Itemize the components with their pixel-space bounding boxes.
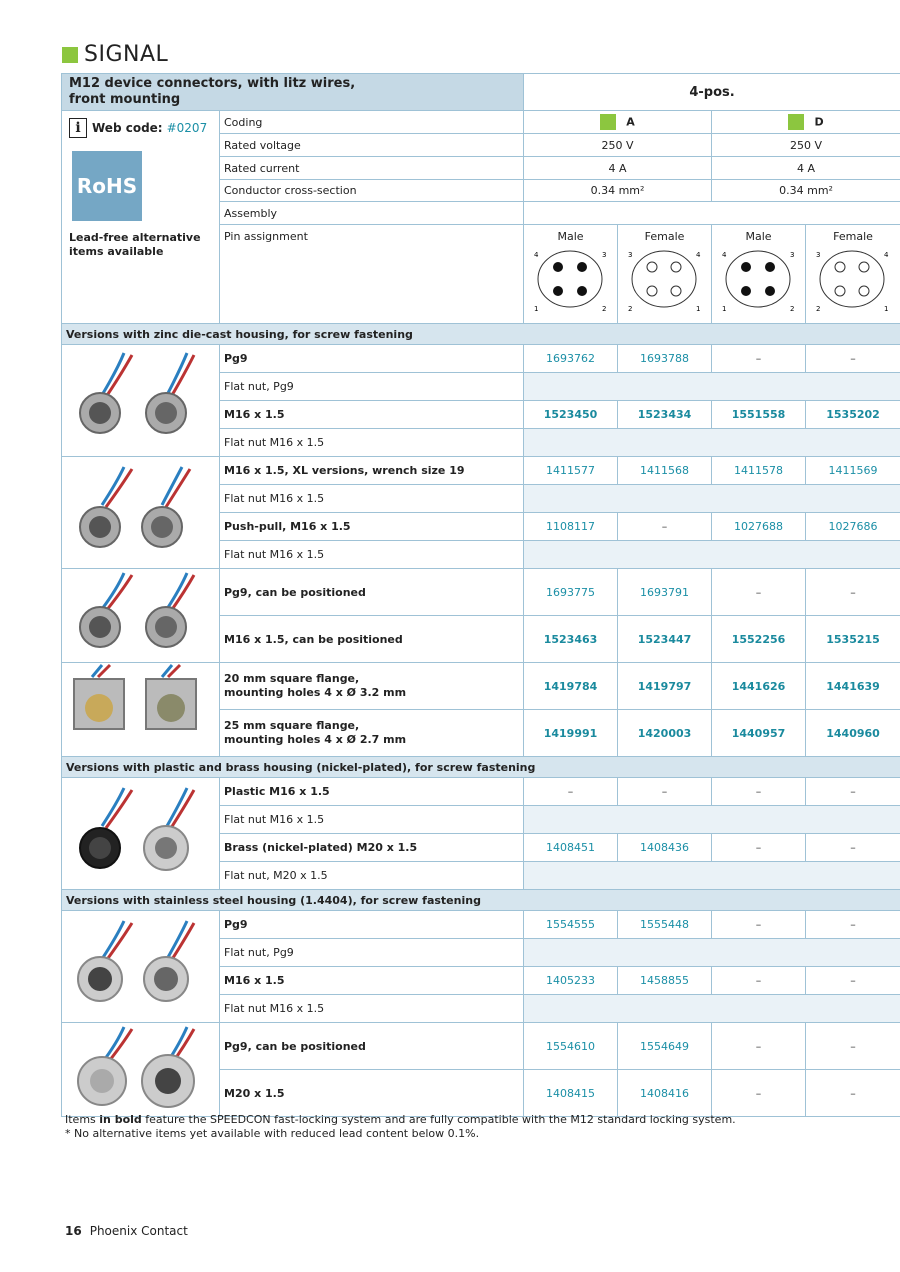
page-number: 16 <box>65 1224 82 1238</box>
order-number[interactable]: 1441639 <box>806 663 900 710</box>
order-number[interactable]: 1408416 <box>618 1070 712 1117</box>
order-number[interactable]: 1408451 <box>524 834 618 862</box>
order-number[interactable]: 1027688 <box>712 513 806 541</box>
order-number: – <box>806 569 900 616</box>
variant-label: 25 mm square flange, mounting holes 4 x Ø 2.7 mm <box>220 710 524 757</box>
spec-label: Pin assignment <box>220 225 524 324</box>
empty-cell <box>524 939 900 967</box>
variant-label: Flat nut, M20 x 1.5 <box>220 862 524 890</box>
variant-label: Flat nut M16 x 1.5 <box>220 429 524 457</box>
product-image <box>62 345 220 457</box>
variant-label: M16 x 1.5, can be positioned <box>220 616 524 663</box>
product-image <box>62 663 220 757</box>
pin-diagram-icon <box>712 243 804 315</box>
order-number[interactable]: 1027686 <box>806 513 900 541</box>
order-number[interactable]: 1411568 <box>618 457 712 485</box>
order-number[interactable]: 1458855 <box>618 967 712 995</box>
variant-label: Brass (nickel-plated) M20 x 1.5 <box>220 834 524 862</box>
svg-text:3: 3 <box>790 251 795 259</box>
variant-label: Flat nut M16 x 1.5 <box>220 806 524 834</box>
variant-label: Flat nut M16 x 1.5 <box>220 995 524 1023</box>
order-number: – <box>712 834 806 862</box>
spec-label: Rated current <box>220 157 524 180</box>
variant-label: Pg9 <box>220 345 524 373</box>
svg-text:1: 1 <box>722 305 727 313</box>
order-number[interactable]: 1693791 <box>618 569 712 616</box>
empty-cell <box>524 862 900 890</box>
order-number[interactable]: 1523450 <box>524 401 618 429</box>
product-table <box>61 73 900 1117</box>
order-number[interactable]: 1419784 <box>524 663 618 710</box>
connector-image-icon <box>62 569 220 659</box>
lead-free-note: Lead-free alternative items available <box>69 231 201 258</box>
order-number: – <box>806 1070 900 1117</box>
order-number[interactable]: 1523434 <box>618 401 712 429</box>
pin-diagram-icon <box>524 243 616 315</box>
svg-text:4: 4 <box>722 251 727 259</box>
product-image <box>62 569 220 663</box>
variant-label: Flat nut, Pg9 <box>220 939 524 967</box>
spec-label: Rated voltage <box>220 134 524 157</box>
spec-value: 250 V <box>712 134 900 157</box>
order-number: – <box>712 345 806 373</box>
svg-text:4: 4 <box>534 251 539 259</box>
product-image <box>62 911 220 1023</box>
positions-header: 4-pos. <box>524 74 900 111</box>
pin-female-d: Female 3 4 2 1 <box>806 225 900 324</box>
connector-image-icon <box>62 778 220 886</box>
order-number[interactable]: 1535202 <box>806 401 900 429</box>
order-number: – <box>524 778 618 806</box>
section-band: Versions with plastic and brass housing (nickel-plated), for screw fastening <box>62 757 900 778</box>
pin-diagram-icon <box>806 243 898 315</box>
connector-image-icon <box>62 911 220 1019</box>
variant-label: M16 x 1.5, XL versions, wrench size 19 <box>220 457 524 485</box>
order-number[interactable]: 1554649 <box>618 1023 712 1070</box>
variant-label: Push-pull, M16 x 1.5 <box>220 513 524 541</box>
order-number: – <box>712 778 806 806</box>
order-number[interactable]: 1554610 <box>524 1023 618 1070</box>
connector-image-icon <box>62 457 220 565</box>
order-number[interactable]: 1108117 <box>524 513 618 541</box>
order-number: – <box>806 834 900 862</box>
variant-label: Flat nut, Pg9 <box>220 373 524 401</box>
order-number: – <box>712 569 806 616</box>
section-band: Versions with zinc die-cast housing, for screw fastening <box>62 324 900 345</box>
pin-female-a: Female 3 4 2 1 <box>618 225 712 324</box>
order-number[interactable]: 1551558 <box>712 401 806 429</box>
order-number[interactable]: 1523447 <box>618 616 712 663</box>
empty-cell <box>524 541 900 569</box>
svg-text:2: 2 <box>602 305 607 313</box>
order-number[interactable]: 1420003 <box>618 710 712 757</box>
order-number[interactable]: 1411569 <box>806 457 900 485</box>
info-panel: i Web code: #0207 RoHS Lead-free alternative items available <box>62 111 220 324</box>
empty-cell <box>524 806 900 834</box>
order-number: – <box>712 911 806 939</box>
empty-cell <box>524 429 900 457</box>
spec-value: 0.34 mm² <box>712 180 900 202</box>
order-number[interactable]: 1408415 <box>524 1070 618 1117</box>
empty-cell <box>524 485 900 513</box>
variant-label: Pg9, can be positioned <box>220 569 524 616</box>
pin-diagram-icon <box>618 243 710 315</box>
order-number: – <box>806 967 900 995</box>
variant-label: Plastic M16 x 1.5 <box>220 778 524 806</box>
variant-label: Flat nut M16 x 1.5 <box>220 541 524 569</box>
order-number: – <box>806 1023 900 1070</box>
svg-text:4: 4 <box>696 251 701 259</box>
pin-male-d: Male 4 3 1 2 <box>712 225 806 324</box>
web-code-link[interactable]: #0207 <box>166 121 208 135</box>
variant-label: Pg9, can be positioned <box>220 1023 524 1070</box>
order-number[interactable]: 1405233 <box>524 967 618 995</box>
order-number[interactable]: 1408436 <box>618 834 712 862</box>
product-image <box>62 778 220 890</box>
svg-text:1: 1 <box>696 305 701 313</box>
section-title: SIGNAL <box>62 42 168 67</box>
order-number[interactable]: 1552256 <box>712 616 806 663</box>
order-number[interactable]: 1693762 <box>524 345 618 373</box>
product-image <box>62 457 220 569</box>
order-number[interactable]: 1554555 <box>524 911 618 939</box>
order-number[interactable]: 1693775 <box>524 569 618 616</box>
spec-value: 4 A <box>712 157 900 180</box>
publisher: Phoenix Contact <box>89 1224 188 1238</box>
info-icon: i <box>69 118 87 138</box>
spec-value: 250 V <box>524 134 712 157</box>
assembly-value <box>524 202 900 225</box>
pin-male-a: Male 4 3 1 2 <box>524 225 618 324</box>
section-marker-icon <box>62 47 78 63</box>
svg-text:2: 2 <box>790 305 795 313</box>
svg-text:3: 3 <box>602 251 607 259</box>
order-number: – <box>618 778 712 806</box>
variant-label: 20 mm square flange, mounting holes 4 x Ø 3.2 mm <box>220 663 524 710</box>
variant-label: M16 x 1.5 <box>220 967 524 995</box>
footnote: Items in bold feature the SPEEDCON fast-locking system and are fully compatible with the M12 standard locking system. * No alternative items yet available with reduced lead content below 0.1%. <box>65 1113 736 1140</box>
spec-value: 0.34 mm² <box>524 180 712 202</box>
svg-text:2: 2 <box>628 305 633 313</box>
order-number[interactable]: 1419991 <box>524 710 618 757</box>
variant-label: Flat nut M16 x 1.5 <box>220 485 524 513</box>
coding-marker-icon <box>600 114 616 130</box>
variant-label: M16 x 1.5 <box>220 401 524 429</box>
order-number[interactable]: 1411578 <box>712 457 806 485</box>
svg-text:3: 3 <box>628 251 633 259</box>
order-number[interactable]: 1693788 <box>618 345 712 373</box>
coding-a: A <box>524 111 712 134</box>
svg-text:1: 1 <box>884 305 889 313</box>
connector-image-icon <box>62 345 220 453</box>
connector-image-icon <box>62 1023 220 1113</box>
rohs-logo: RoHS <box>72 151 142 221</box>
product-image <box>62 1023 220 1117</box>
coding-d: D <box>712 111 900 134</box>
variant-label: Pg9 <box>220 911 524 939</box>
order-number[interactable]: 1440957 <box>712 710 806 757</box>
order-number[interactable]: 1411577 <box>524 457 618 485</box>
order-number: – <box>618 513 712 541</box>
empty-cell <box>524 995 900 1023</box>
variant-label: M20 x 1.5 <box>220 1070 524 1117</box>
svg-text:4: 4 <box>884 251 889 259</box>
spec-label: Conductor cross-section <box>220 180 524 202</box>
spec-value: 4 A <box>524 157 712 180</box>
page-footer <box>65 1224 188 1238</box>
order-number: – <box>806 911 900 939</box>
empty-cell <box>524 373 900 401</box>
order-number[interactable]: 1523463 <box>524 616 618 663</box>
order-number: – <box>712 967 806 995</box>
coding-marker-icon <box>788 114 804 130</box>
order-number[interactable]: 1440960 <box>806 710 900 757</box>
order-number: – <box>712 1023 806 1070</box>
section-band: Versions with stainless steel housing (1.4404), for screw fastening <box>62 890 900 911</box>
order-number: – <box>806 345 900 373</box>
order-number: – <box>806 778 900 806</box>
order-number[interactable]: 1555448 <box>618 911 712 939</box>
svg-text:3: 3 <box>816 251 821 259</box>
spec-label: Coding <box>220 111 524 134</box>
svg-text:2: 2 <box>816 305 821 313</box>
order-number: – <box>712 1070 806 1117</box>
svg-text:1: 1 <box>534 305 539 313</box>
table-title: M12 device connectors, with litz wires, front mounting <box>62 74 524 111</box>
order-number[interactable]: 1441626 <box>712 663 806 710</box>
connector-image-icon <box>62 663 220 753</box>
spec-label: Assembly <box>220 202 524 225</box>
order-number[interactable]: 1419797 <box>618 663 712 710</box>
order-number[interactable]: 1535215 <box>806 616 900 663</box>
